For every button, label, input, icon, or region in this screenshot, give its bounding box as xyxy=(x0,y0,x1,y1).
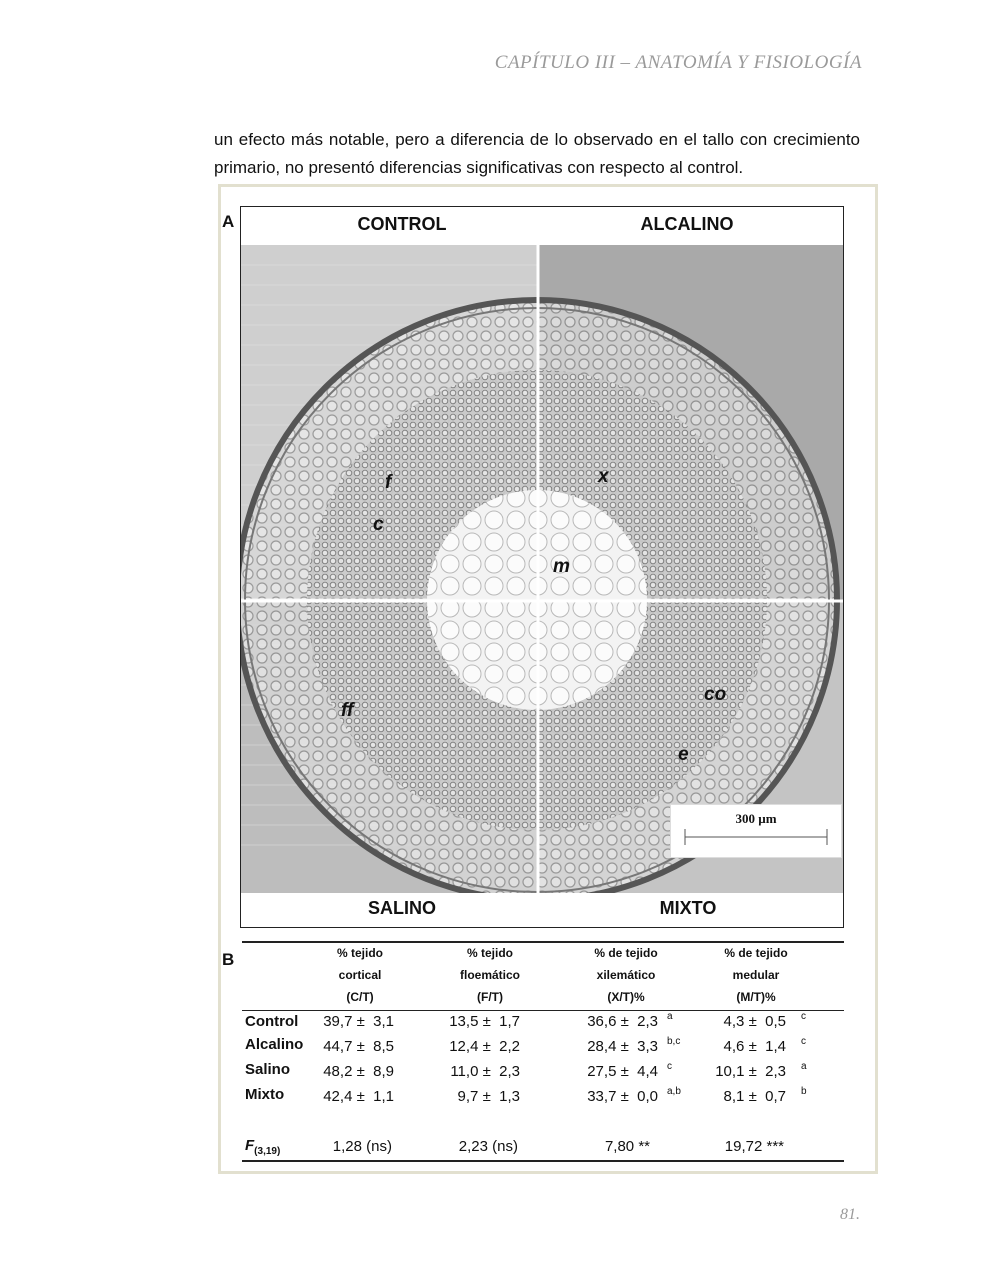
cell-alcalino-cortical: 44,7 ± 8,5 xyxy=(323,1038,394,1055)
sup-alcalino-xilematico: b,c xyxy=(667,1036,681,1047)
sup-control-medular: c xyxy=(801,1011,806,1022)
sup-salino-medular: a xyxy=(801,1061,807,1072)
cell-mixto-xilematico: 33,7 ± 0,0 xyxy=(587,1088,658,1105)
cell-salino-medular: 10,1 ± 2,3 xyxy=(715,1063,786,1080)
f-value-medular: 19,72 *** xyxy=(724,1138,784,1155)
title-salino: SALINO xyxy=(367,898,436,918)
scale-bar-label: 300 µm xyxy=(735,811,777,826)
col-header-medular: % de tejido medular (M/T)% xyxy=(724,946,788,1004)
f-value-xilematico: 7,80 ** xyxy=(604,1138,650,1155)
f-value-cortical: 1,28 (ns) xyxy=(332,1138,392,1155)
row-label-alcalino: Alcalino xyxy=(245,1036,304,1053)
title-alcalino: ALCALINO xyxy=(640,214,734,234)
col-header-cortical: % tejido cortical (C/T) xyxy=(336,946,383,1004)
row-label-salino: Salino xyxy=(245,1061,291,1078)
sup-mixto-medular: b xyxy=(801,1086,807,1097)
cell-alcalino-medular: 4,6 ± 1,4 xyxy=(723,1038,786,1055)
sup-salino-xilematico: c xyxy=(667,1061,672,1072)
row-label-control: Control xyxy=(245,1013,299,1030)
f-statistic-subscript: (3,19) xyxy=(254,1146,281,1157)
panel-b-letter: B xyxy=(222,950,235,969)
f-statistic-label: $F_{(3,19)}$ xyxy=(245,1137,281,1157)
title-control: CONTROL xyxy=(357,214,447,234)
sup-alcalino-medular: c xyxy=(801,1036,806,1047)
label-e: e xyxy=(678,744,689,765)
table-bottom-rule xyxy=(242,1160,844,1162)
cell-control-floematico: 13,5 ± 1,7 xyxy=(449,1013,520,1030)
label-f: f xyxy=(385,472,392,493)
label-co: co xyxy=(704,684,727,705)
panel-a-letter: A xyxy=(222,212,235,231)
scale-bar-box xyxy=(670,804,842,858)
stem-cross-section-image xyxy=(241,245,843,893)
cell-mixto-floematico: 9,7 ± 1,3 xyxy=(457,1088,520,1105)
label-x: x xyxy=(598,466,609,487)
scale-bar-line xyxy=(671,805,841,857)
cell-control-xilematico: 36,6 ± 2,3 xyxy=(587,1013,658,1030)
cell-alcalino-xilematico: 28,4 ± 3,3 xyxy=(587,1038,658,1055)
body-paragraph: un efecto más notable, pero a diferencia de lo observado en el tallo con crecimiento primario, no presentó diferencias significativas con respecto al control. xyxy=(214,130,860,177)
title-mixto: MIXTO xyxy=(659,898,717,918)
label-c: c xyxy=(373,514,384,535)
sup-control-xilematico: a xyxy=(667,1011,673,1022)
cell-mixto-medular: 8,1 ± 0,7 xyxy=(723,1088,786,1105)
cell-mixto-cortical: 42,4 ± 1,1 xyxy=(323,1088,394,1105)
label-m: m xyxy=(553,556,570,577)
label-ff: ff xyxy=(341,700,354,721)
f-value-floematico: 2,23 (ns) xyxy=(458,1138,518,1155)
micrograph-composite xyxy=(241,245,843,893)
running-header: CAPÍTULO III – ANATOMÍA Y FISIOLOGÍA xyxy=(494,52,862,73)
col-header-xilematico: % de tejido xilemático (X/T)% xyxy=(594,946,658,1004)
page-number: 81. xyxy=(840,1206,860,1223)
cell-salino-xilematico: 27,5 ± 4,4 xyxy=(587,1063,658,1080)
cell-alcalino-floematico: 12,4 ± 2,2 xyxy=(449,1038,520,1055)
sup-mixto-xilematico: a,b xyxy=(667,1086,681,1097)
col-header-floematico: % tejido floemático (F/T) xyxy=(459,946,520,1004)
cell-control-cortical: 39,7 ± 3,1 xyxy=(323,1013,394,1030)
cell-salino-floematico: 11,0 ± 2,3 xyxy=(450,1063,520,1080)
cell-salino-cortical: 48,2 ± 8,9 xyxy=(323,1063,394,1080)
row-label-mixto: Mixto xyxy=(245,1086,285,1103)
table-header-rule xyxy=(242,1010,844,1011)
cell-control-medular: 4,3 ± 0,5 xyxy=(723,1013,786,1030)
